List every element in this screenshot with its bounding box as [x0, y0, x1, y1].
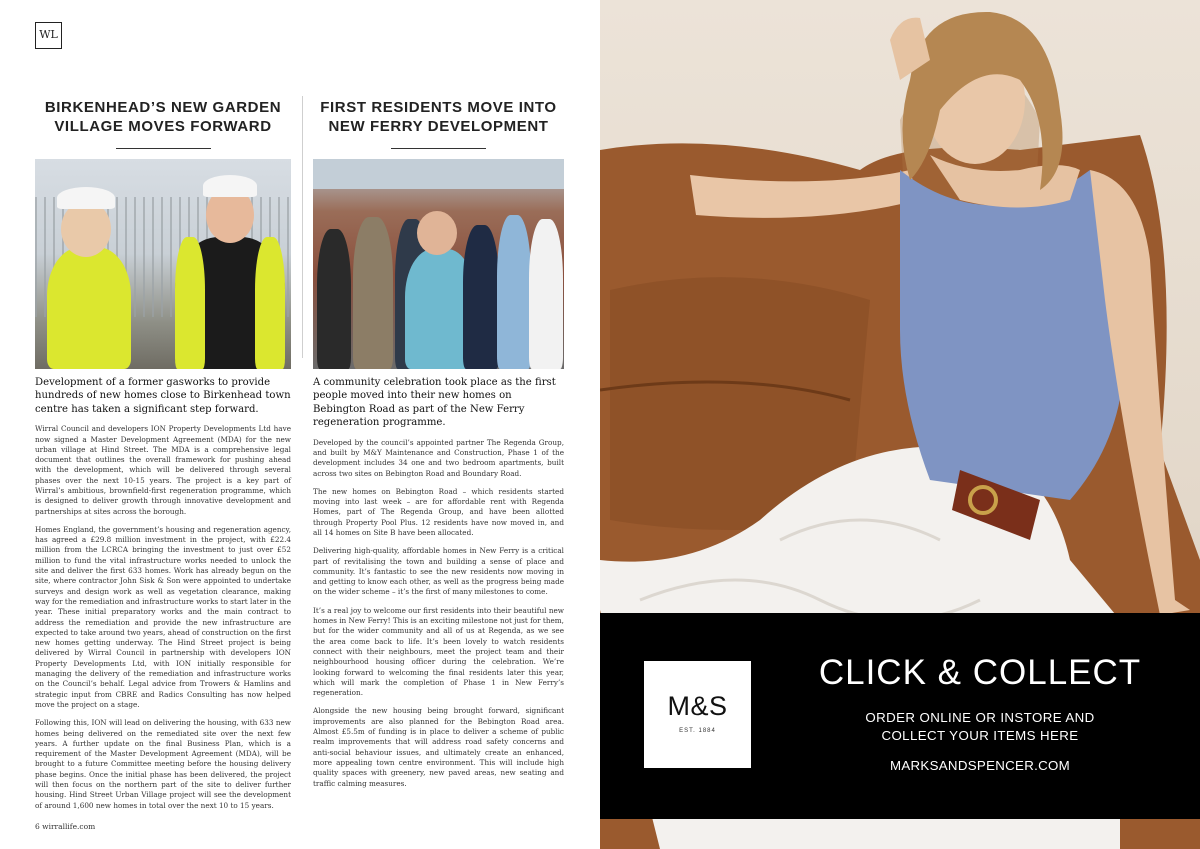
- magazine-logo: WL: [35, 22, 62, 49]
- article-paragraph: Homes England, the government’s housing and regeneration agency, has agreed a £29.8 million investment in the project, with £22.4 million from the LCRCA bringing the investment to just over £52 million to fund the vital infrastructure works needed to unlock the site and deliver the first 633 homes. Work has already begun on the site, where contractor John Sisk & Son were appointed to undertake surveys and design work as well as vegetation clearance, making way for the remediation and infrastructure works to start later in the year. These initial preparatory works and the main contract to address the remediation and provide the new infrastructure are expected to take around two years, ahead of construction on the first new homes getting underway. The Hind Street project is being delivered by Wirral Council in partnership with developers ION Property Developments Ltd, with ION initially responsible for managing the delivery of the remediation and infrastructure works on the Council’s behalf. Legal advice from Trowers & Hamlins and strategic input from CBRE and Radics Consulting has now helped move the project on a stage.: [35, 524, 291, 709]
- article-birkenhead: [35, 98, 291, 819]
- blue-tank-top: [900, 170, 1124, 500]
- article-paragraph: The new homes on Bebington Road – which residents started moving into last week – are for affordable rent with Regenda Homes, part of The Regenda Group, and have been allotted through Property Pool Plus. 12 residents have now moved in, and all 14 homes on Site B have been allocated.: [313, 486, 564, 537]
- resident-2: [353, 217, 393, 369]
- article-lede: Development of a former gasworks to provide hundreds of new homes close to Birkenhead town centre has taken a significant step forward.: [35, 377, 291, 415]
- ms-logo-est: EST. 1884: [679, 728, 716, 734]
- page-folio: 6 wirrallife.com: [35, 822, 96, 831]
- article-headline: BIRKENHEAD’S NEW GARDEN VILLAGE MOVES FORWARD: [44, 99, 282, 135]
- article-new-ferry: [313, 98, 564, 797]
- resident-1: [317, 229, 351, 369]
- column-divider: [302, 96, 303, 358]
- person-left-head: [61, 201, 111, 257]
- resident-5: [463, 225, 499, 369]
- resident-4-head: [417, 211, 457, 255]
- headline-rule: [116, 148, 211, 149]
- person-left: [47, 247, 131, 369]
- advert-page: [600, 0, 1200, 849]
- vest-right-b: [255, 237, 285, 369]
- vest-right-a: [175, 237, 205, 369]
- ms-logo: [644, 661, 751, 768]
- advert-subtitle-line: COLLECT YOUR ITEMS HERE: [881, 728, 1079, 743]
- article-photo-hi-vis: [35, 159, 291, 369]
- article-lede: A community celebration took place as the first people moved into their new homes on Bebington Road as part of the New Ferry regeneration programme.: [313, 377, 556, 429]
- article-paragraph: Following this, ION will lead on delivering the housing, with 633 new homes being delivered on the remediated site over the next few years. A further update on the final Business Plan, which is a requirement of the Master Development Agreement (MDA), will be brought to a future Committee meeting before the housing delivery phase begins. Once the initial phase has been delivered, the project will then focus on the northern part of the site to deliver further housing. Hind Street Urban Village project will see the development of around 1,600 new homes in total over the next 10 to 15 years.: [35, 718, 291, 810]
- advert-url: MARKSANDSPENCER.COM: [889, 758, 1071, 773]
- headline-rule: [391, 148, 486, 149]
- resident-7: [529, 219, 563, 369]
- article-paragraph: Alongside the new housing being brought forward, significant improvements are also planned for the Bebington Road area. Almost £5.5m of funding is in place to deliver a scheme of public realm improvements that will address road safety concerns and anti-social behaviour issues, and ultimately create an enhanced, more appealing town centre environment. This will include high quality spaces with greenery, new paved areas, new seating and traffic calming measures.: [313, 706, 564, 788]
- hard-hat-left: [57, 187, 115, 209]
- advert-subtitle-line: ORDER ONLINE OR INSTORE AND: [865, 710, 1095, 725]
- article-headline: FIRST RESIDENTS MOVE INTO NEW FERRY DEVELOPMENT: [320, 99, 557, 135]
- sky: [313, 159, 564, 189]
- article-paragraph: Wirral Council and developers ION Property Developments Ltd have now signed a Master Development Agreement (MDA) for the new urban village at Hind Street. The MDA is a comprehensive legal document that outlines the overall framework for pushing ahead with the development, which will be delivered through several phases over the next 10-15 years. The project is a key part of Wirral’s ambitious, brownfield-first regeneration programme, which is designed to deliver growth through innovative development and partnerships at sites across the borough.: [35, 424, 291, 516]
- article-paragraph: It’s a real joy to welcome our first residents into their beautiful new homes in New Ferry! This is an exciting milestone not just for them, but for the wider community and all of us at Regenda, as we see the area come back to life. It’s been lovely to watch residents connect with their neighbours, meet the project team and their neighbourhood housing officer during the celebration. We’re looking forward to welcoming the final residents later this year, which will mark the completion of Phase 1 in New Ferry’s regeneration.: [313, 605, 564, 698]
- advert-subtitle: [830, 709, 1130, 745]
- hard-hat-right: [203, 175, 257, 197]
- advert-title: CLICK & COLLECT: [818, 653, 1142, 692]
- article-photo-residents: [313, 159, 564, 369]
- advert-banner: [600, 613, 1200, 819]
- ms-logo-text: M&S: [667, 691, 728, 721]
- article-paragraph: Delivering high-quality, affordable homes in New Ferry is a critical part of revitalising the town and building a sense of place and community. It’s fantastic to see the new residents now moving in and getting to know each other, as well as the progress being made on the wider scheme – it’s the first of many milestones to come.: [313, 546, 564, 597]
- article-paragraph: Developed by the council’s appointed partner The Regenda Group, and built by M&Y Maintenance and Construction, Phase 1 of the development includes 34 one and two bedroom apartments, built across two sites on Bebington Road and Boundary Road.: [313, 437, 564, 478]
- resident-6: [497, 215, 531, 369]
